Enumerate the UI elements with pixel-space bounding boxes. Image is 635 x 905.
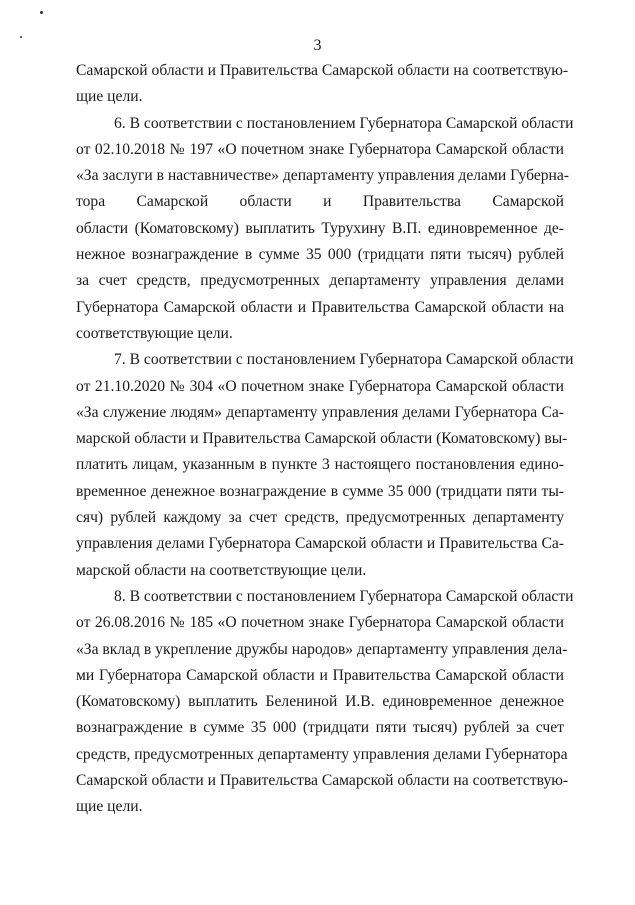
paragraph-continuation (76, 58, 569, 111)
text-line: (Коматовскому) выплатить Белениной И.В. единовременное денежное (76, 693, 564, 711)
text-line: за счет средств, предусмотренных департаменту управления делами (76, 272, 564, 290)
page-number: 3 (313, 37, 322, 54)
text-line: Самарской области и Правительства Самарской области на соответствую- (76, 772, 569, 790)
text-line: области (Коматовскому) выплатить Турухину В.П. единовременное де- (76, 219, 564, 237)
scan-speck (40, 11, 43, 14)
text-line: марской области на соответствующие цели. (76, 561, 367, 579)
text-line: марской области и Правительства Самарской области (Коматовскому) вы- (76, 430, 568, 448)
text-line: 7. В соответствии с постановлением Губернатора Самарской области (114, 351, 574, 369)
text-line: временное денежное вознаграждение в сумме 35 000 (тридцати пяти ты- (76, 482, 564, 500)
text-line: 8. В соответствии с постановлением Губернатора Самарской области (114, 587, 574, 605)
text-line: сяч) рублей каждому за счет средств, предусмотренных департаменту (76, 509, 564, 527)
text-line: управления делами Губернатора Самарской области и Правительства Са- (76, 535, 564, 553)
text-line: соответствующие цели. (76, 324, 233, 342)
text-line: «За служение людям» департаменту управления делами Губернатора Са- (76, 403, 564, 421)
paragraph-6 (76, 111, 574, 348)
text-line: от 21.10.2020 № 304 «О почетном знаке Губернатора Самарской области (76, 377, 564, 395)
text-line: платить лицам, указанным в пункте 3 настоящего постановления едино- (76, 456, 564, 474)
text-line: щие цели. (76, 798, 143, 816)
paragraph-8 (76, 584, 574, 821)
text-line: от 26.08.2016 № 185 «О почетном знаке Губернатора Самарской области (76, 614, 564, 632)
text-line: Самарской области и Правительства Самарской области на соответствую- (76, 62, 569, 79)
text-line: тора Самарской области и Правительства Самарской (76, 193, 564, 211)
paragraph-7 (76, 347, 574, 584)
text-line: от 02.10.2018 № 197 «О почетном знаке Губернатора Самарской области (76, 140, 564, 158)
text-line: 6. В соответствии с постановлением Губернатора Самарской области (114, 114, 574, 132)
text-line: средств, предусмотренных департаменту управления делами Губернатора (76, 745, 568, 763)
text-line: Губернатора Самарской области и Правительства Самарской области на (76, 298, 564, 316)
text-line: нежное вознаграждение в сумме 35 000 (тридцати пяти тысяч) рублей (76, 246, 564, 264)
text-line: щие цели. (76, 88, 143, 106)
text-line: вознаграждение в сумме 35 000 (тридцати пяти тысяч) рублей за счет (76, 719, 564, 737)
text-line: «За заслуги в наставничестве» департаменту управления делами Губерна- (76, 167, 569, 185)
text-line: «За вклад в укрепление дружбы народов» департаменту управления дела- (76, 640, 568, 658)
text-line: ми Губернатора Самарской области и Правительства Самарской области (76, 666, 564, 684)
document-body (76, 58, 574, 821)
